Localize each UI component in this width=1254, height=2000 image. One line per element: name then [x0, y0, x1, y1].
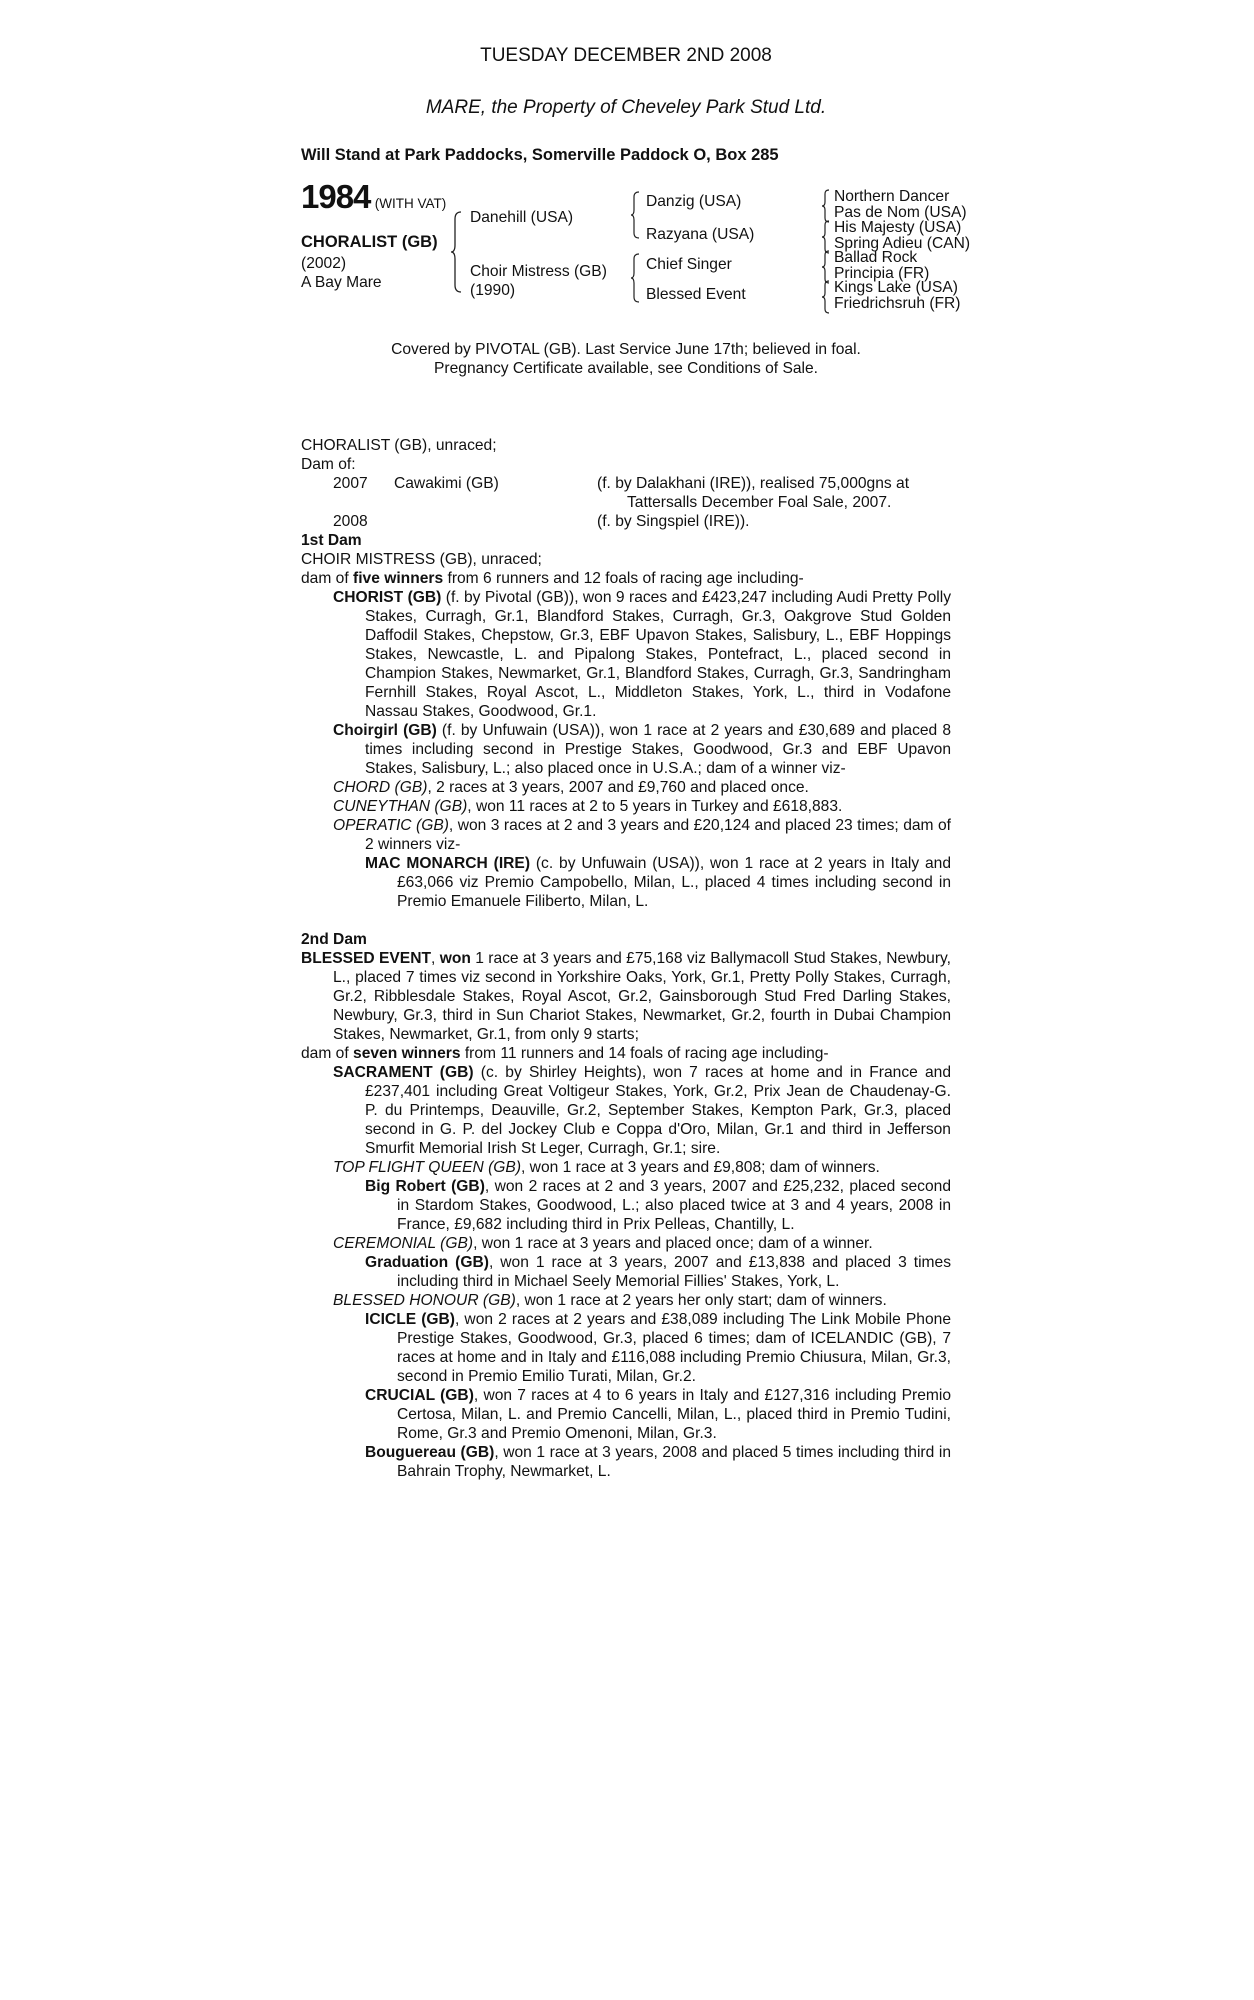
lot-number-value: 1984 — [301, 178, 371, 215]
produce-entry-name: CHORD (GB) — [333, 779, 428, 796]
produce-year: 2008 — [333, 513, 368, 530]
produce-row-2008 — [301, 512, 951, 531]
produce-name: Cawakimi (GB) — [394, 475, 499, 492]
mare-racing-record: CHORALIST (GB), unraced; — [301, 437, 497, 454]
produce-entry — [301, 1177, 951, 1234]
gg-sire-2: His Majesty (USA) — [834, 219, 962, 236]
sale-date: TUESDAY DECEMBER 2ND 2008 — [480, 45, 772, 66]
produce-entry-name: CUNEYTHAN (GB) — [333, 798, 468, 815]
lot-vat-label: (WITH VAT) — [374, 196, 447, 211]
produce-entry — [301, 1443, 951, 1481]
produce-entry-text: , won 1 race at 3 years, 2007 and £13,838 and placed 3 times including third in Michael Seely Memorial Fillies' Stakes, York, L. — [397, 1254, 951, 1290]
grandsire-2: Chief Singer — [646, 256, 732, 273]
produce-details: (f. by Singspiel (IRE)). — [597, 513, 750, 530]
produce-entry — [301, 1253, 951, 1291]
produce-entry — [301, 1310, 951, 1386]
produce-entry-text: (f. by Unfuwain (USA)), won 1 race at 2 years and £30,689 and placed 8 times including second in Prestige Stakes, Goodwood, Gr.3 and EBF Upavon Stakes, Salisbury, L.; also placed once in U.S.A.; dam of a winner viz- — [365, 722, 951, 777]
produce-entry-text: , won 3 races at 2 and 3 years and £20,124 and placed 23 times; dam of 2 winners viz- — [365, 817, 951, 853]
produce-entry-text: (c. by Unfuwain (USA)), won 1 race at 2 years in Italy and £63,066 viz Premio Campobello, Milan, L., placed 4 times including second in Premio Emanuele Filiberto, Milan, L. — [397, 855, 951, 910]
produce-entry-name: OPERATIC (GB) — [333, 817, 449, 834]
produce-entry — [301, 721, 951, 778]
produce-entry-name: Big Robert (GB) — [365, 1178, 485, 1195]
produce-entry-name: CEREMONIAL (GB) — [333, 1235, 474, 1252]
produce-entry — [301, 854, 951, 911]
horse-name: CHORALIST (GB) — [301, 233, 438, 251]
produce-entry — [301, 1158, 951, 1177]
produce-entry-name: ICICLE (GB) — [365, 1311, 455, 1328]
produce-entry-name: Graduation (GB) — [365, 1254, 489, 1271]
first-dam-heading: 1st Dam — [301, 532, 362, 549]
first-dam-record: CHOIR MISTRESS (GB), unraced; — [301, 551, 542, 568]
produce-entry-name: BLESSED HONOUR (GB) — [333, 1292, 516, 1309]
produce-entry-name: CHORIST (GB) — [333, 589, 442, 606]
produce-entry — [301, 1386, 951, 1443]
produce-entry-name: Bouguereau (GB) — [365, 1444, 495, 1461]
produce-row-2007-cont — [301, 493, 951, 512]
dam-of-label: Dam of: — [301, 456, 356, 473]
gg-sire-4: Kings Lake (USA) — [834, 279, 958, 296]
second-dam-record: BLESSED EVENT, won 1 race at 3 years and £75,168 viz Ballymacoll Stud Stakes, Newbury, L., placed 7 times viz second in Yorkshire Oaks, York, Gr.1, Pretty Polly Stakes, Curragh, Gr.2, Ribblesdale Stakes, Royal Ascot, Gr.2, Gainsborough Stud Fred Darling Stakes, Newbury, Gr.3, third in Sun Chariot Stakes, Newmarket, Gr.2, fourth in Dubai Champion Stakes, Newmarket, Gr.1, from only 9 starts; — [301, 950, 951, 1043]
produce-entry-text: , won 1 race at 3 years and placed once; dam of a winner. — [473, 1235, 873, 1252]
ggp-brace-1 — [822, 189, 830, 223]
ggp-brace-3 — [822, 250, 830, 284]
grandsire-1: Danzig (USA) — [646, 193, 742, 210]
produce-entry-name: MAC MONARCH (IRE) — [365, 855, 531, 872]
produce-entry — [301, 1234, 951, 1253]
produce-row-2007 — [301, 474, 951, 493]
stand-location: Will Stand at Park Paddocks, Somerville Paddock O, Box 285 — [301, 146, 779, 164]
produce-entry — [301, 1063, 951, 1158]
dam-name: Choir Mistress (GB) — [470, 263, 607, 280]
produce-entry-text: , won 7 races at 4 to 6 years in Italy and £127,316 including Premio Certosa, Milan, L. and Premio Cancelli, Milan, L., placed third in Premio Tudini, Rome, Gr.3 and Premio Omenoni, Milan, Gr.3. — [397, 1387, 951, 1442]
summary-suffix: from 11 runners and 14 foals of racing age including- — [460, 1045, 829, 1062]
sire-name: Danehill (USA) — [470, 209, 574, 226]
parents-brace — [451, 211, 463, 293]
dam-brace — [631, 253, 641, 303]
winners-count: five winners — [353, 570, 444, 587]
produce-year: 2007 — [333, 475, 368, 492]
covering-note — [301, 340, 951, 378]
summary-prefix: dam of — [301, 570, 354, 587]
foaling-year: (2002) — [301, 255, 347, 272]
produce-entry-text: , won 1 race at 3 years, 2008 and placed 5 times including third in Bahrain Trophy, Newmarket, L. — [397, 1444, 951, 1480]
winners-count: seven winners — [353, 1045, 461, 1062]
gg-sire-3: Ballad Rock — [834, 249, 918, 266]
produce-entry — [301, 778, 951, 797]
produce-entry — [301, 816, 951, 854]
produce-entry-text: , won 1 race at 3 years and £9,808; dam of winners. — [521, 1159, 880, 1176]
produce-entry — [301, 797, 951, 816]
ggp-brace-4 — [822, 280, 830, 314]
produce-entry-text: , won 11 races at 2 to 5 years in Turkey and £618,883. — [467, 798, 843, 815]
ggp-brace-2 — [822, 220, 830, 254]
produce-entry-text: , won 1 race at 2 years her only start; dam of winners. — [515, 1292, 887, 1309]
produce-entry-name: Choirgirl (GB) — [333, 722, 437, 739]
second-dam-heading: 2nd Dam — [301, 931, 367, 948]
summary-suffix: from 6 runners and 12 foals of racing age including- — [443, 570, 804, 587]
produce-details-cont: Tattersalls December Foal Sale, 2007. — [627, 494, 892, 511]
produce-and-dams — [301, 436, 951, 1481]
produce-details: (f. by Dalakhani (IRE)), realised 75,000gns at — [597, 475, 910, 492]
granddam-2: Blessed Event — [646, 286, 746, 303]
produce-entry — [301, 1291, 951, 1310]
produce-entry — [301, 588, 951, 721]
gg-dam-1: Pas de Nom (USA) — [834, 204, 967, 221]
dam-year: (1990) — [470, 282, 516, 299]
summary-prefix: dam of — [301, 1045, 354, 1062]
produce-entry-name: SACRAMENT (GB) — [333, 1064, 474, 1081]
lot-number — [301, 178, 447, 215]
produce-entry-text: , won 2 races at 2 years and £38,089 including The Link Mobile Phone Prestige Stakes, Goodwood, Gr.3, placed 6 times; dam of ICELANDIC (GB), 7 races at home and in Italy and £116,088 including Premio Chiusura, Milan, Gr.3, second in Premio Emilio Turati, Milan, Gr.2. — [397, 1311, 951, 1385]
produce-entry-text: , won 2 races at 2 and 3 years, 2007 and £25,232, placed second in Stardom Stakes, Goodwood, L.; also placed twice at 3 and 4 years, 2008 in France, £9,682 including third in Prix Pelleas, Chantilly, L. — [397, 1178, 952, 1233]
gg-dam-3: Principia (FR) — [834, 265, 930, 282]
produce-entry-text: (c. by Shirley Heights), won 7 races at home and in France and £237,401 including Great Voltigeur Stakes, York, Gr.2, Prix Jean de Chaudenay-G. P. du Printemps, Deauville, Gr.2, September Stakes, Kempton Park, Gr.3, placed second in G. P. del Jockey Club e Coppa d'Oro, Milan, Gr.1 and third in Jefferson Smurfit Memorial Irish St Leger, Curragh, Gr.1; sire. — [365, 1064, 951, 1157]
property-line: MARE, the Property of Cheveley Park Stud Ltd. — [425, 97, 827, 118]
covering-line-1: Covered by PIVOTAL (GB). Last Service June 17th; believed in foal. — [391, 341, 861, 358]
second-dam-won: won — [439, 950, 471, 967]
granddam-1: Razyana (USA) — [646, 226, 755, 243]
second-dam-text: 1 race at 3 years and £75,168 viz Ballymacoll Stud Stakes, Newbury, L., placed 7 times viz second in Yorkshire Oaks, York, Gr.1, Pretty Polly Stakes, Curragh, Gr.2, Ribblesdale Stakes, Royal Ascot, Gr.2, Gainsborough Stud Fred Darling Stakes, Newbury, Gr.3, third in Sun Chariot Stakes, Newmarket, Gr.2, fourth in Dubai Champion Stakes, Newmarket, Gr.1, from only 9 starts; — [333, 950, 951, 1043]
first-dam-summary — [301, 569, 951, 588]
horse-description: A Bay Mare — [301, 274, 382, 291]
produce-entry-text: , 2 races at 3 years, 2007 and £9,760 and placed once. — [427, 779, 809, 796]
gg-dam-2: Spring Adieu (CAN) — [834, 235, 971, 252]
second-dam-summary — [301, 1044, 951, 1063]
second-dam-name: BLESSED EVENT — [301, 950, 431, 967]
produce-entry-name: CRUCIAL (GB) — [365, 1387, 474, 1404]
gg-sire-1: Northern Dancer — [834, 188, 950, 205]
sire-brace — [631, 191, 641, 239]
produce-entry-text: (f. by Pivotal (GB)), won 9 races and £423,247 including Audi Pretty Polly Stakes, Curragh, Gr.1, Blandford Stakes, Curragh, Gr.3, Oakgrove Stud Golden Daffodil Stakes, Chepstow, Gr.3, EBF Upavon Stakes, Salisbury, L., EBF Hoppings Stakes, Newcastle, L. and Pipalong Stakes, Pontefract, L., placed second in Champion Stakes, Newmarket, Gr.1, Blandford Stakes, Curragh, Gr.3, Sandringham Fernhill Stakes, Royal Ascot, L., Middleton Stakes, York, L., third in Vodafone Nassau Stakes, Goodwood, Gr.1. — [365, 589, 952, 720]
gg-dam-4: Friedrichsruh (FR) — [834, 295, 961, 312]
produce-entry-name: TOP FLIGHT QUEEN (GB) — [333, 1159, 522, 1176]
covering-line-2: Pregnancy Certificate available, see Conditions of Sale. — [434, 360, 818, 377]
